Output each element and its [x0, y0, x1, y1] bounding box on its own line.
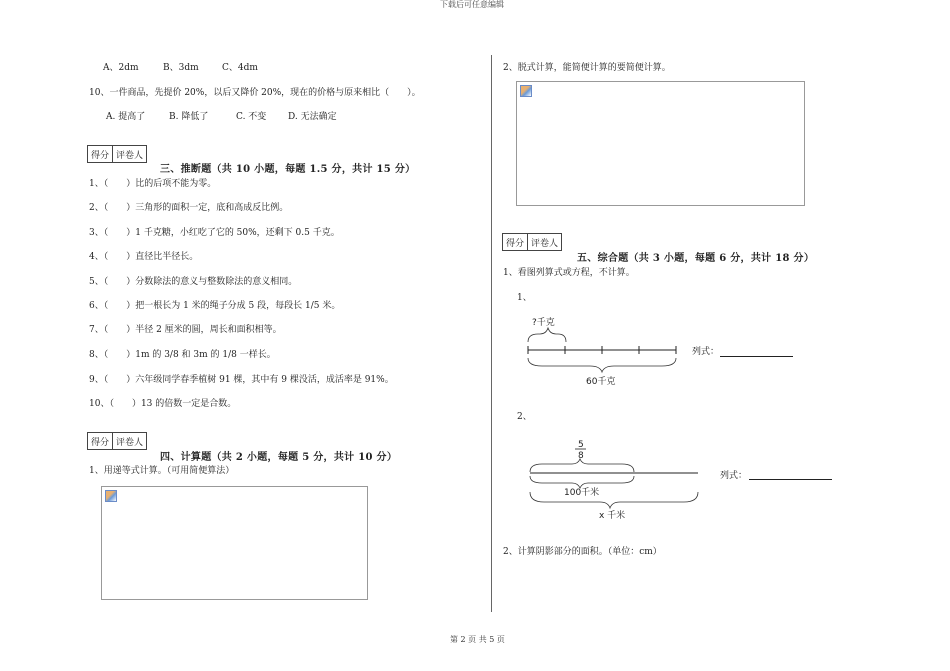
diagram-2: [520, 438, 705, 523]
section5-sub2-label: 2、: [517, 412, 532, 422]
q9-option-b: B、3dm: [163, 63, 199, 73]
right-calc-image-placeholder: [516, 81, 805, 206]
reviewer-label: 评卷人: [116, 438, 144, 448]
q9-option-a: A、2dm: [103, 63, 139, 73]
q10-option-c: C. 不变: [236, 112, 267, 122]
judge-item-3: 3、（ ）1 千克糖，小红吃了它的 50%，还剩下 0.5 千克。: [89, 228, 340, 238]
diagram1-bottom-label: 60千克: [586, 377, 616, 387]
diagram2-fraction-num: 5: [578, 440, 584, 450]
section4-score-box: [87, 432, 147, 450]
diagram1-bottom-brace: [528, 358, 676, 372]
section5-q1: 1、看图列算式或方程，不计算。: [503, 268, 635, 278]
diagram-1: [520, 312, 700, 392]
diagram2-formula-label: 列式：: [720, 471, 748, 481]
reviewer-label: 评卷人: [531, 239, 559, 249]
diagram1-top-brace: [528, 328, 566, 342]
calc-image-placeholder: [101, 486, 368, 600]
broken-image-icon: [105, 490, 117, 502]
section3-title: 三、推断题（共 10 小题，每题 1.5 分，共计 15 分）: [160, 164, 416, 175]
judge-item-8: 8、（ ）1m 的 3/8 和 3m 的 1/8 一样长。: [89, 350, 276, 360]
top-note: 下载后可任意编辑: [440, 0, 504, 9]
q9-option-c: C、4dm: [222, 63, 258, 73]
section5-q2: 2、计算阴影部分的面积。（单位：cm）: [503, 547, 662, 557]
score-label: 得分: [503, 234, 528, 250]
judge-item-2: 2、（ ）三角形的面积一定，底和高成反比例。: [89, 203, 289, 213]
section4-title: 四、计算题（共 2 小题，每题 5 分，共计 10 分）: [160, 452, 398, 463]
diagram2-bottom-brace: [530, 492, 698, 508]
judge-item-1: 1、（ ）比的后项不能为零。: [89, 179, 217, 189]
section4-q1: 1、用递等式计算。（可用简便算法）: [89, 466, 235, 476]
section5-title: 五、综合题（共 3 小题，每题 6 分，共计 18 分）: [577, 253, 815, 264]
q10-text: 10、一件商品，先提价 20%，以后又降价 20%，现在的价格与原来相比（ ）。: [89, 88, 421, 98]
section3-score-box: [87, 145, 147, 163]
judge-item-5: 5、（ ）分数除法的意义与整数除法的意义相同。: [89, 277, 298, 287]
section5-sub1-label: 1、: [517, 293, 532, 303]
section5-score-box: [502, 233, 562, 251]
judge-item-9: 9、（ ）六年级同学春季植树 91 棵，其中有 9 棵没活，成活率是 91%。: [89, 375, 394, 385]
q10-option-b: B. 降低了: [169, 112, 209, 122]
diagram1-top-label: ?千克: [532, 318, 555, 328]
judge-item-7: 7、（ ）半径 2 厘米的圆，周长和面积相等。: [89, 325, 282, 335]
diagram1-formula-label: 列式：: [692, 347, 720, 357]
score-label: 得分: [88, 146, 113, 162]
right-q2: 2、脱式计算，能简便计算的要简便计算。: [503, 63, 671, 73]
q10-option-a: A. 提高了: [106, 112, 146, 122]
page-footer: 第 2 页 共 5 页: [450, 635, 505, 644]
judge-item-10: 10、（ ）13 的倍数一定是合数。: [89, 399, 237, 409]
q10-option-d: D. 无法确定: [288, 112, 337, 122]
score-label: 得分: [88, 433, 113, 449]
judge-item-4: 4、（ ）直径比半径长。: [89, 252, 199, 262]
diagram1-answer-line: [720, 356, 793, 357]
diagram2-answer-line: [749, 479, 832, 480]
diagram2-bottom-label: x 千米: [599, 511, 626, 521]
diagram2-mid-label: 100千米: [564, 488, 600, 498]
diagram2-mid-brace: [530, 476, 634, 488]
column-divider: [491, 55, 492, 612]
reviewer-label: 评卷人: [116, 151, 144, 161]
diagram2-fraction-den: 8: [578, 451, 584, 461]
broken-image-icon: [520, 85, 532, 97]
judge-item-6: 6、（ ）把一根长为 1 米的绳子分成 5 段，每段长 1/5 米。: [89, 301, 341, 311]
